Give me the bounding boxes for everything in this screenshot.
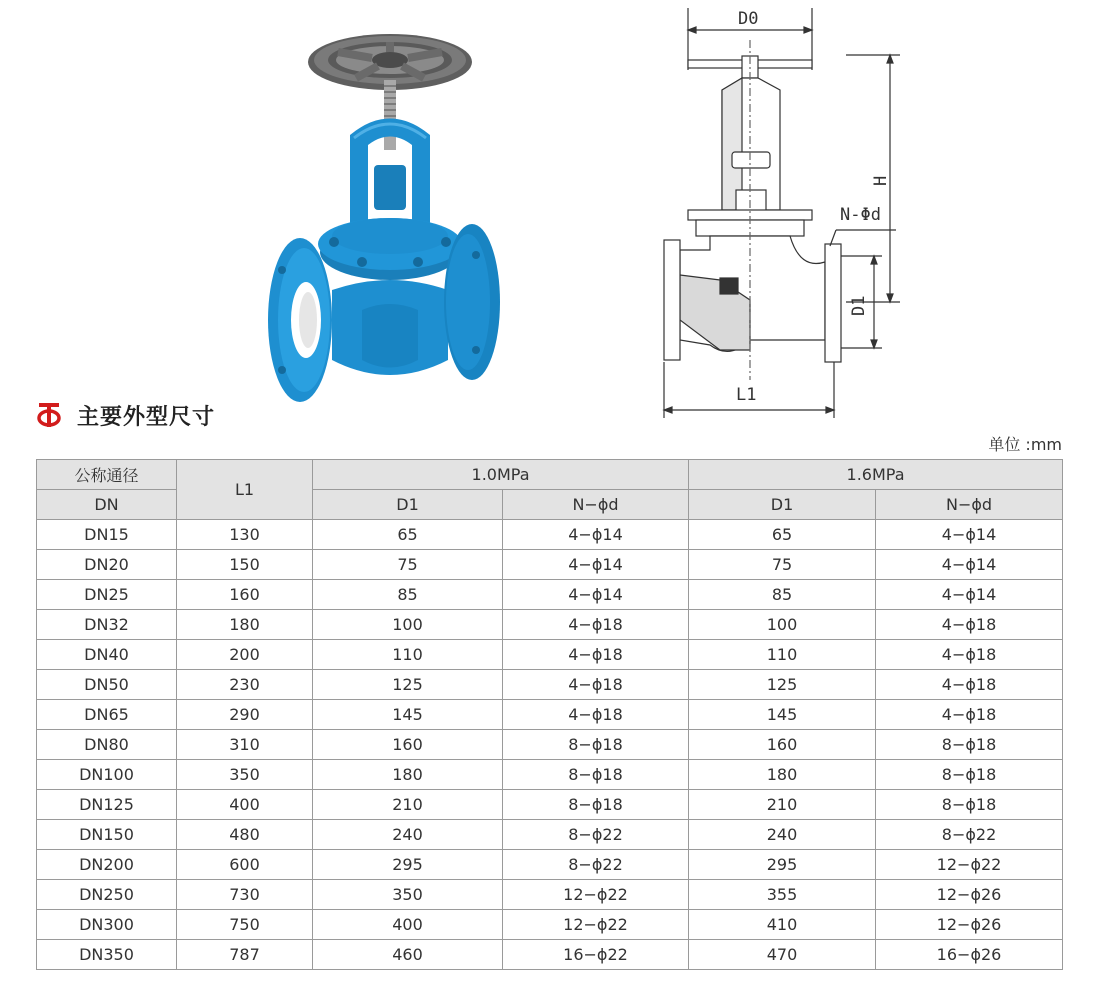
cell-d1-16: 210	[689, 790, 876, 820]
section-heading	[35, 398, 215, 432]
cell-l1: 787	[177, 940, 313, 970]
cell-d1-10: 400	[313, 910, 503, 940]
cell-d1-10: 65	[313, 520, 503, 550]
cell-dn: DN80	[37, 730, 177, 760]
label-d1: D1	[849, 295, 869, 316]
unit-label: 单位 :mm	[988, 435, 1062, 454]
cell-n-phi-d-16: 8−ϕ18	[876, 760, 1063, 790]
cell-n-phi-d-16: 16−ϕ26	[876, 940, 1063, 970]
cell-n-phi-d-16: 4−ϕ14	[876, 550, 1063, 580]
cell-n-phi-d-10: 12−ϕ22	[503, 910, 689, 940]
header-l1: L1	[177, 460, 313, 520]
table-row	[37, 820, 1063, 850]
header-nominal-diameter: 公称通径	[37, 460, 177, 490]
table-row	[37, 640, 1063, 670]
cell-l1: 480	[177, 820, 313, 850]
cell-d1-16: 125	[689, 670, 876, 700]
cell-l1: 200	[177, 640, 313, 670]
cell-n-phi-d-16: 8−ϕ18	[876, 730, 1063, 760]
cell-n-phi-d-10: 4−ϕ14	[503, 550, 689, 580]
cell-d1-16: 240	[689, 820, 876, 850]
cell-dn: DN40	[37, 640, 177, 670]
label-d0: D0	[738, 9, 759, 29]
table-row	[37, 760, 1063, 790]
cell-n-phi-d-10: 4−ϕ18	[503, 610, 689, 640]
cell-dn: DN150	[37, 820, 177, 850]
header-dn: DN	[37, 490, 177, 520]
table-row	[37, 580, 1063, 610]
cell-d1-10: 295	[313, 850, 503, 880]
cell-l1: 350	[177, 760, 313, 790]
cell-n-phi-d-16: 8−ϕ22	[876, 820, 1063, 850]
cell-n-phi-d-16: 4−ϕ18	[876, 640, 1063, 670]
section-title: 主要外型尺寸	[77, 404, 216, 430]
cell-dn: DN15	[37, 520, 177, 550]
cell-d1-16: 110	[689, 640, 876, 670]
cell-n-phi-d-10: 4−ϕ14	[503, 520, 689, 550]
cell-n-phi-d-10: 4−ϕ18	[503, 700, 689, 730]
cell-d1-10: 160	[313, 730, 503, 760]
cell-d1-10: 240	[313, 820, 503, 850]
cell-n-phi-d-16: 4−ϕ18	[876, 700, 1063, 730]
cell-dn: DN125	[37, 790, 177, 820]
cell-d1-16: 65	[689, 520, 876, 550]
cell-d1-16: 145	[689, 700, 876, 730]
cell-l1: 130	[177, 520, 313, 550]
table-row	[37, 940, 1063, 970]
header-d1-10: D1	[313, 490, 503, 520]
cell-l1: 310	[177, 730, 313, 760]
cell-d1-10: 145	[313, 700, 503, 730]
header-d1-16: D1	[689, 490, 876, 520]
cell-dn: DN25	[37, 580, 177, 610]
cell-d1-16: 410	[689, 910, 876, 940]
table-row	[37, 880, 1063, 910]
cell-n-phi-d-10: 4−ϕ14	[503, 580, 689, 610]
cell-n-phi-d-10: 8−ϕ18	[503, 730, 689, 760]
cell-n-phi-d-10: 16−ϕ22	[503, 940, 689, 970]
table-row	[37, 670, 1063, 700]
cell-n-phi-d-16: 12−ϕ26	[876, 910, 1063, 940]
cell-dn: DN200	[37, 850, 177, 880]
cell-n-phi-d-10: 8−ϕ18	[503, 760, 689, 790]
cell-l1: 400	[177, 790, 313, 820]
cell-n-phi-d-16: 8−ϕ18	[876, 790, 1063, 820]
cell-dn: DN350	[37, 940, 177, 970]
cell-d1-10: 110	[313, 640, 503, 670]
cell-dn: DN20	[37, 550, 177, 580]
cell-d1-16: 355	[689, 880, 876, 910]
label-l1: L1	[736, 385, 757, 405]
header-pressure-10: 1.0MPa	[313, 460, 689, 490]
table-row	[37, 610, 1063, 640]
cell-d1-16: 75	[689, 550, 876, 580]
valve-symbol-icon	[35, 401, 63, 429]
cell-d1-16: 295	[689, 850, 876, 880]
label-h: H	[871, 175, 891, 186]
table-row	[37, 790, 1063, 820]
cell-n-phi-d-10: 8−ϕ22	[503, 850, 689, 880]
table-row	[37, 730, 1063, 760]
cell-dn: DN300	[37, 910, 177, 940]
cell-l1: 600	[177, 850, 313, 880]
cell-n-phi-d-16: 12−ϕ26	[876, 880, 1063, 910]
cell-n-phi-d-10: 8−ϕ18	[503, 790, 689, 820]
cell-d1-16: 100	[689, 610, 876, 640]
cell-dn: DN65	[37, 700, 177, 730]
cell-d1-10: 180	[313, 760, 503, 790]
cell-n-phi-d-16: 4−ϕ18	[876, 610, 1063, 640]
header-pressure-16: 1.6MPa	[689, 460, 1063, 490]
cell-n-phi-d-10: 4−ϕ18	[503, 640, 689, 670]
cell-d1-16: 180	[689, 760, 876, 790]
cell-n-phi-d-16: 4−ϕ18	[876, 670, 1063, 700]
cell-l1: 230	[177, 670, 313, 700]
cell-l1: 150	[177, 550, 313, 580]
cell-d1-10: 85	[313, 580, 503, 610]
cell-n-phi-d-10: 8−ϕ22	[503, 820, 689, 850]
table-body	[37, 520, 1063, 970]
cell-d1-10: 350	[313, 880, 503, 910]
cell-l1: 750	[177, 910, 313, 940]
cell-dn: DN32	[37, 610, 177, 640]
cell-d1-10: 210	[313, 790, 503, 820]
cell-d1-16: 160	[689, 730, 876, 760]
table-row	[37, 550, 1063, 580]
cell-n-phi-d-16: 4−ϕ14	[876, 520, 1063, 550]
cell-l1: 730	[177, 880, 313, 910]
cell-l1: 180	[177, 610, 313, 640]
table-row	[37, 700, 1063, 730]
cell-d1-16: 470	[689, 940, 876, 970]
cell-dn: DN250	[37, 880, 177, 910]
dimension-table	[36, 459, 1063, 970]
cell-d1-10: 100	[313, 610, 503, 640]
table-row	[37, 850, 1063, 880]
cell-d1-10: 460	[313, 940, 503, 970]
cell-dn: DN50	[37, 670, 177, 700]
cell-d1-16: 85	[689, 580, 876, 610]
header-n-phi-d-10: N−ϕd	[503, 490, 689, 520]
cell-n-phi-d-10: 12−ϕ22	[503, 880, 689, 910]
cell-n-phi-d-16: 4−ϕ14	[876, 580, 1063, 610]
cell-dn: DN100	[37, 760, 177, 790]
cell-l1: 290	[177, 700, 313, 730]
valve-photo	[262, 30, 522, 415]
label-n-phi-d: N-Φd	[840, 205, 881, 225]
cell-l1: 160	[177, 580, 313, 610]
cell-n-phi-d-16: 12−ϕ22	[876, 850, 1063, 880]
header-n-phi-d-16: N−ϕd	[876, 490, 1063, 520]
table-row	[37, 520, 1063, 550]
cell-n-phi-d-10: 4−ϕ18	[503, 670, 689, 700]
dimension-drawing	[650, 0, 900, 425]
cell-d1-10: 125	[313, 670, 503, 700]
cell-d1-10: 75	[313, 550, 503, 580]
table-row	[37, 910, 1063, 940]
